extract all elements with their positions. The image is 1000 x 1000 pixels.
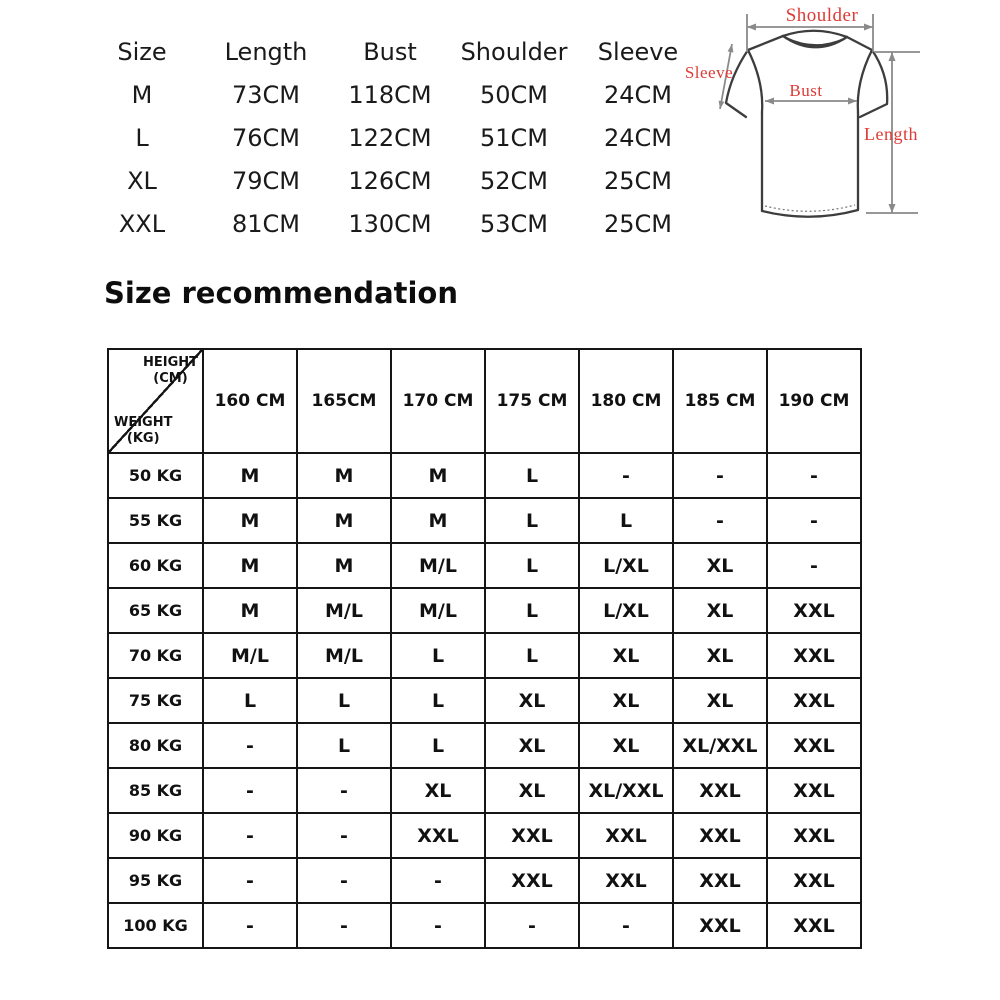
hem-stitch-line	[765, 205, 855, 211]
size-recommendation-cell: M/L	[297, 633, 391, 678]
recommendation-table	[107, 348, 862, 949]
size-recommendation-cell: L	[203, 678, 297, 723]
height-header-cell: 180 CM	[579, 349, 673, 453]
size-recommendation-cell: L	[391, 633, 485, 678]
size-recommendation-cell: XXL	[767, 588, 861, 633]
size-recommendation-cell: XL	[579, 678, 673, 723]
measurement-value-cell: 51CM	[479, 123, 548, 152]
shirt-body	[762, 112, 858, 217]
size-recommendation-cell: XL	[485, 723, 579, 768]
measurement-value-cell: 79CM	[231, 166, 300, 195]
size-recommendation-cell: M	[203, 588, 297, 633]
right-shoulder-seam	[847, 37, 872, 50]
size-recommendation-cell: XXL	[485, 813, 579, 858]
size-recommendation-cell: -	[203, 858, 297, 903]
size-recommendation-cell: XL/XXL	[579, 768, 673, 813]
size-recommendation-cell: M/L	[297, 588, 391, 633]
weight-label-cell: 80 KG	[108, 723, 203, 768]
collar-top-line	[783, 31, 847, 37]
size-recommendation-cell: M	[391, 453, 485, 498]
size-name-cell: L	[135, 123, 149, 152]
size-recommendation-cell: M	[391, 498, 485, 543]
size-recommendation-cell: -	[203, 768, 297, 813]
size-recommendation-cell: -	[297, 768, 391, 813]
size-recommendation-cell: XL	[673, 678, 767, 723]
length-label: Length	[864, 124, 918, 144]
size-recommendation-cell: -	[579, 903, 673, 948]
size-recommendation-cell: -	[203, 813, 297, 858]
weight-unit-label	[114, 415, 172, 448]
measurement-value-cell: 50CM	[479, 80, 548, 109]
measurement-header: Shoulder	[460, 37, 568, 66]
weight-unit-word: WEIGHT	[114, 414, 173, 430]
size-recommendation-cell: M/L	[391, 543, 485, 588]
size-recommendation-cell: XXL	[579, 858, 673, 903]
size-recommendation-cell: L	[485, 498, 579, 543]
measurement-value-cell: 122CM	[348, 123, 432, 152]
size-recommendation-cell: M	[297, 498, 391, 543]
table-row	[108, 678, 861, 723]
size-recommendation-cell: M	[203, 453, 297, 498]
size-recommendation-cell: -	[297, 903, 391, 948]
size-recommendation-cell: L	[485, 588, 579, 633]
measurement-value-cell: 24CM	[603, 123, 672, 152]
height-unit-word: HEIGHT	[142, 355, 198, 370]
size-recommendation-cell: XL	[673, 633, 767, 678]
size-recommendation-cell: M	[203, 498, 297, 543]
size-recommendation-cell: XXL	[673, 813, 767, 858]
table-row	[108, 633, 861, 678]
size-recommendation-cell: XL	[579, 723, 673, 768]
size-recommendation-cell: L	[485, 543, 579, 588]
size-recommendation-cell: -	[203, 723, 297, 768]
header-row	[108, 349, 861, 453]
right-armhole-seam	[858, 50, 872, 112]
size-recommendation-cell: M	[203, 543, 297, 588]
weight-label-cell: 85 KG	[108, 768, 203, 813]
size-recommendation-cell: M/L	[203, 633, 297, 678]
size-name-cell: M	[131, 80, 153, 109]
size-recommendation-cell: -	[297, 813, 391, 858]
height-header-cell: 185 CM	[673, 349, 767, 453]
size-recommendation-cell: -	[579, 453, 673, 498]
measurement-value-cell: 81CM	[231, 209, 300, 238]
table-row	[108, 858, 861, 903]
size-recommendation-cell: L	[485, 453, 579, 498]
size-recommendation-cell: XL	[485, 768, 579, 813]
weight-label-cell: 100 KG	[108, 903, 203, 948]
size-name-cell: XL	[127, 166, 157, 195]
shoulder-label: Shoulder	[785, 5, 859, 26]
weight-label-cell: 55 KG	[108, 498, 203, 543]
size-recommendation-cell: -	[673, 453, 767, 498]
bust-label: Bust	[789, 81, 823, 100]
size-recommendation-cell: L	[391, 678, 485, 723]
sleeve-label: Sleeve	[684, 63, 734, 82]
measurement-value-cell: 53CM	[479, 209, 548, 238]
measurement-header: Sleeve	[597, 37, 679, 66]
size-recommendation-cell: -	[203, 903, 297, 948]
size-recommendation-cell: -	[391, 858, 485, 903]
size-recommendation-cell: M	[297, 543, 391, 588]
table-row	[108, 498, 861, 543]
table-row	[108, 723, 861, 768]
size-recommendation-cell: L	[485, 633, 579, 678]
measurement-value-cell: 73CM	[231, 80, 300, 109]
height-header-cell: 160 CM	[203, 349, 297, 453]
measurement-header: Size	[117, 37, 167, 66]
recommendation-body	[108, 453, 861, 948]
size-recommendation-cell: XXL	[767, 768, 861, 813]
size-recommendation-cell: L/XL	[579, 543, 673, 588]
size-recommendation-cell: XXL	[391, 813, 485, 858]
weight-label-cell: 95 KG	[108, 858, 203, 903]
size-recommendation-cell: -	[673, 498, 767, 543]
height-header-cell: 170 CM	[391, 349, 485, 453]
size-recommendation-cell: XL	[391, 768, 485, 813]
measurement-value-cell: 118CM	[348, 80, 432, 109]
table-row	[108, 813, 861, 858]
size-recommendation-cell: L	[297, 723, 391, 768]
size-recommendation-cell: XL	[673, 588, 767, 633]
height-header-cell: 165CM	[297, 349, 391, 453]
size-recommendation-cell: XXL	[767, 858, 861, 903]
size-name-cell: XXL	[118, 209, 166, 238]
size-recommendation-cell: XXL	[485, 858, 579, 903]
size-recommendation-cell: -	[767, 498, 861, 543]
measurement-value-cell: 25CM	[603, 166, 672, 195]
size-recommendation-cell: -	[391, 903, 485, 948]
size-recommendation-cell: XXL	[673, 903, 767, 948]
left-armhole-seam	[748, 50, 762, 112]
height-header-cell: 175 CM	[485, 349, 579, 453]
size-recommendation-cell: -	[767, 453, 861, 498]
weight-label-cell: 65 KG	[108, 588, 203, 633]
measurement-value-cell: 126CM	[348, 166, 432, 195]
measurement-header: Length	[224, 37, 308, 66]
size-recommendation-cell: L	[579, 498, 673, 543]
size-recommendation-cell: XXL	[767, 633, 861, 678]
height-header-cell: 190 CM	[767, 349, 861, 453]
right-sleeve	[860, 50, 887, 117]
weight-label-cell: 50 KG	[108, 453, 203, 498]
measurement-header: Bust	[363, 37, 417, 66]
size-recommendation-cell: XXL	[673, 858, 767, 903]
size-recommendation-cell: XL	[579, 633, 673, 678]
size-recommendation-cell: XL	[673, 543, 767, 588]
table-row	[108, 453, 861, 498]
weight-label-cell: 70 KG	[108, 633, 203, 678]
left-shoulder-seam	[748, 36, 783, 50]
size-recommendation-cell: -	[485, 903, 579, 948]
table-row	[108, 768, 861, 813]
size-recommendation-cell: XXL	[579, 813, 673, 858]
weight-label-cell: 75 KG	[108, 678, 203, 723]
size-recommendation-cell: L	[297, 678, 391, 723]
size-recommendation-cell: L	[391, 723, 485, 768]
measurement-value-cell: 25CM	[603, 209, 672, 238]
measurement-value-cell: 76CM	[231, 123, 300, 152]
height-unit-label	[143, 355, 198, 388]
size-recommendation-cell: -	[767, 543, 861, 588]
measurement-value-cell: 130CM	[348, 209, 432, 238]
shirt-diagram	[680, 0, 1000, 240]
weight-unit-kg: (KG)	[126, 430, 160, 446]
size-recommendation-cell: XXL	[767, 678, 861, 723]
corner-cell	[108, 349, 203, 453]
table-row	[108, 903, 861, 948]
table-row	[108, 543, 861, 588]
measurement-value-cell: 52CM	[479, 166, 548, 195]
size-recommendation-cell: -	[297, 858, 391, 903]
size-recommendation-cell: XXL	[673, 768, 767, 813]
size-recommendation-cell: XL/XXL	[673, 723, 767, 768]
size-recommendation-cell: XL	[485, 678, 579, 723]
size-recommendation-cell: XXL	[767, 813, 861, 858]
measurement-value-cell: 24CM	[603, 80, 672, 109]
measurement-table	[80, 30, 700, 245]
weight-label-cell: 60 KG	[108, 543, 203, 588]
weight-label-cell: 90 KG	[108, 813, 203, 858]
size-recommendation-cell: XXL	[767, 723, 861, 768]
table-row	[108, 588, 861, 633]
height-unit-cm: (CM)	[153, 371, 188, 387]
size-recommendation-cell: M	[297, 453, 391, 498]
size-recommendation-cell: M/L	[391, 588, 485, 633]
size-recommendation-cell: XXL	[767, 903, 861, 948]
size-recommendation-cell: L/XL	[579, 588, 673, 633]
section-title: Size recommendation	[104, 276, 459, 310]
